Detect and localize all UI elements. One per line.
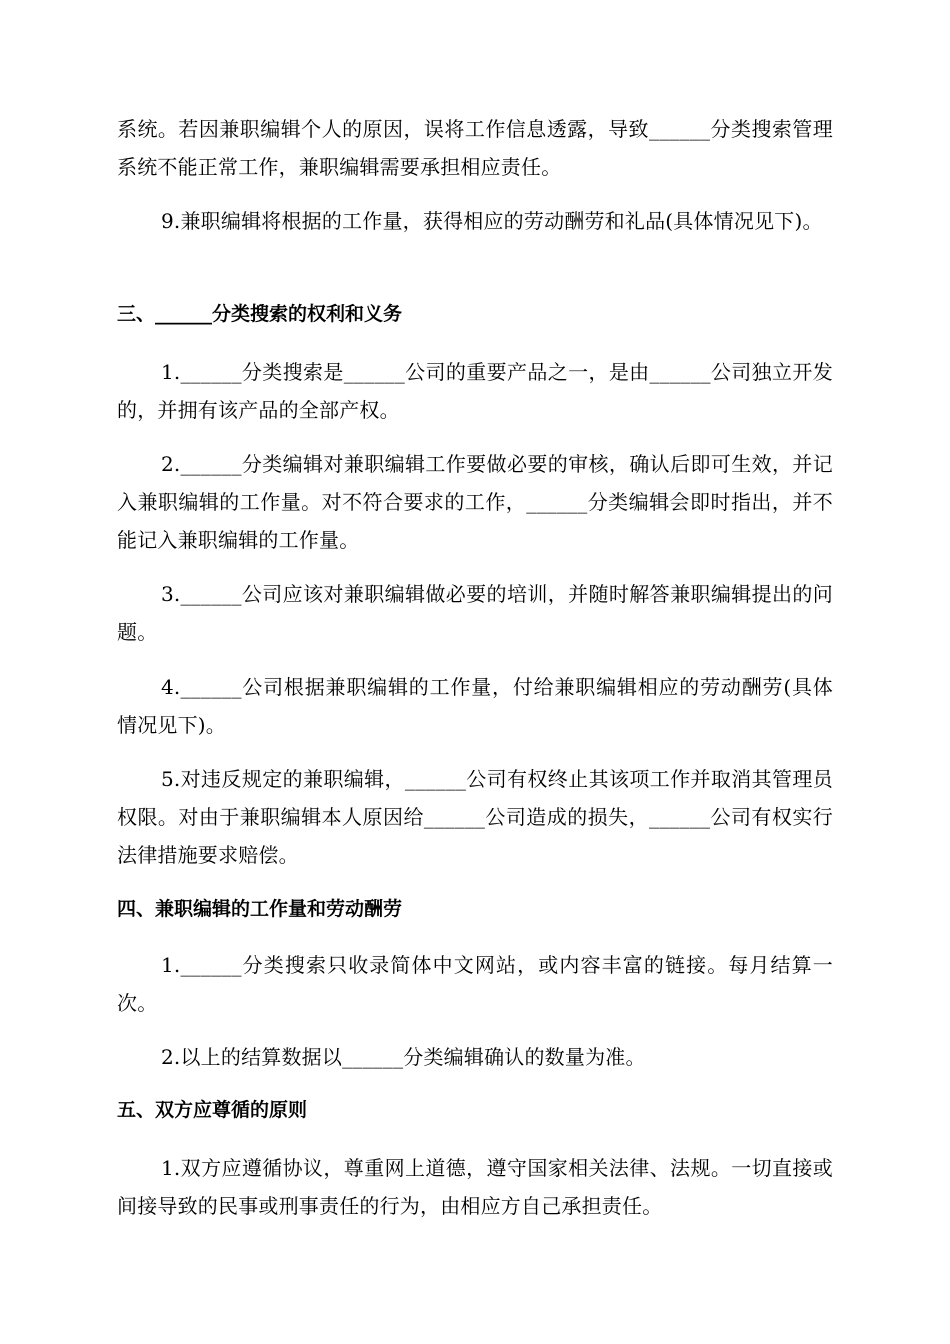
section-heading-3: 三、______分类搜索的权利和义务 (117, 303, 403, 325)
paragraph-3-1: 1.______分类搜索是______公司的重要产品之一，是由______公司独立开发的，并拥有该产品的全部产权。 (117, 360, 833, 422)
paragraph-3-2: 2.______分类编辑对兼职编辑工作要做必要的审核，确认后即可生效，并记入兼职编辑的工作量。对不符合要求的工作，______分类编辑会即时指出，并不能记入兼职编辑的工作量。 (117, 452, 833, 552)
paragraph-4-1: 1.______分类搜索只收录简体中文网站，或内容丰富的链接。每月结算一次。 (117, 953, 833, 1015)
section-heading-4: 四、兼职编辑的工作量和劳动酬劳 (117, 898, 403, 920)
paragraph-3-5: 5.对违反规定的兼职编辑，______公司有权终止其该项工作并取消其管理员权限。对由于兼职编辑本人原因给______公司造成的损失，______公司有权实行法律措施要求赔偿。 (117, 767, 833, 867)
paragraph-4-2: 2.以上的结算数据以______分类编辑确认的数量为准。 (161, 1045, 646, 1069)
section-heading-5: 五、双方应尊循的原则 (117, 1099, 308, 1121)
paragraph-5-1: 1.双方应遵循协议，尊重网上道德，遵守国家相关法律、法规。一切直接或间接导致的民事或刑事责任的行为，由相应方自己承担责任。 (117, 1156, 833, 1218)
paragraph-item-9: 9.兼职编辑将根据的工作量，获得相应的劳动酬劳和礼品(具体情况见下)。 (161, 209, 823, 233)
paragraph-3-4: 4.______公司根据兼职编辑的工作量，付给兼职编辑相应的劳动酬劳(具体情况见下)。 (117, 675, 833, 737)
paragraph-continued: 系统。若因兼职编辑个人的原因，误将工作信息透露，导致______分类搜索管理系统不能正常工作，兼职编辑需要承担相应责任。 (117, 117, 833, 179)
paragraph-3-3: 3.______公司应该对兼职编辑做必要的培训，并随时解答兼职编辑提出的问题。 (117, 582, 833, 644)
